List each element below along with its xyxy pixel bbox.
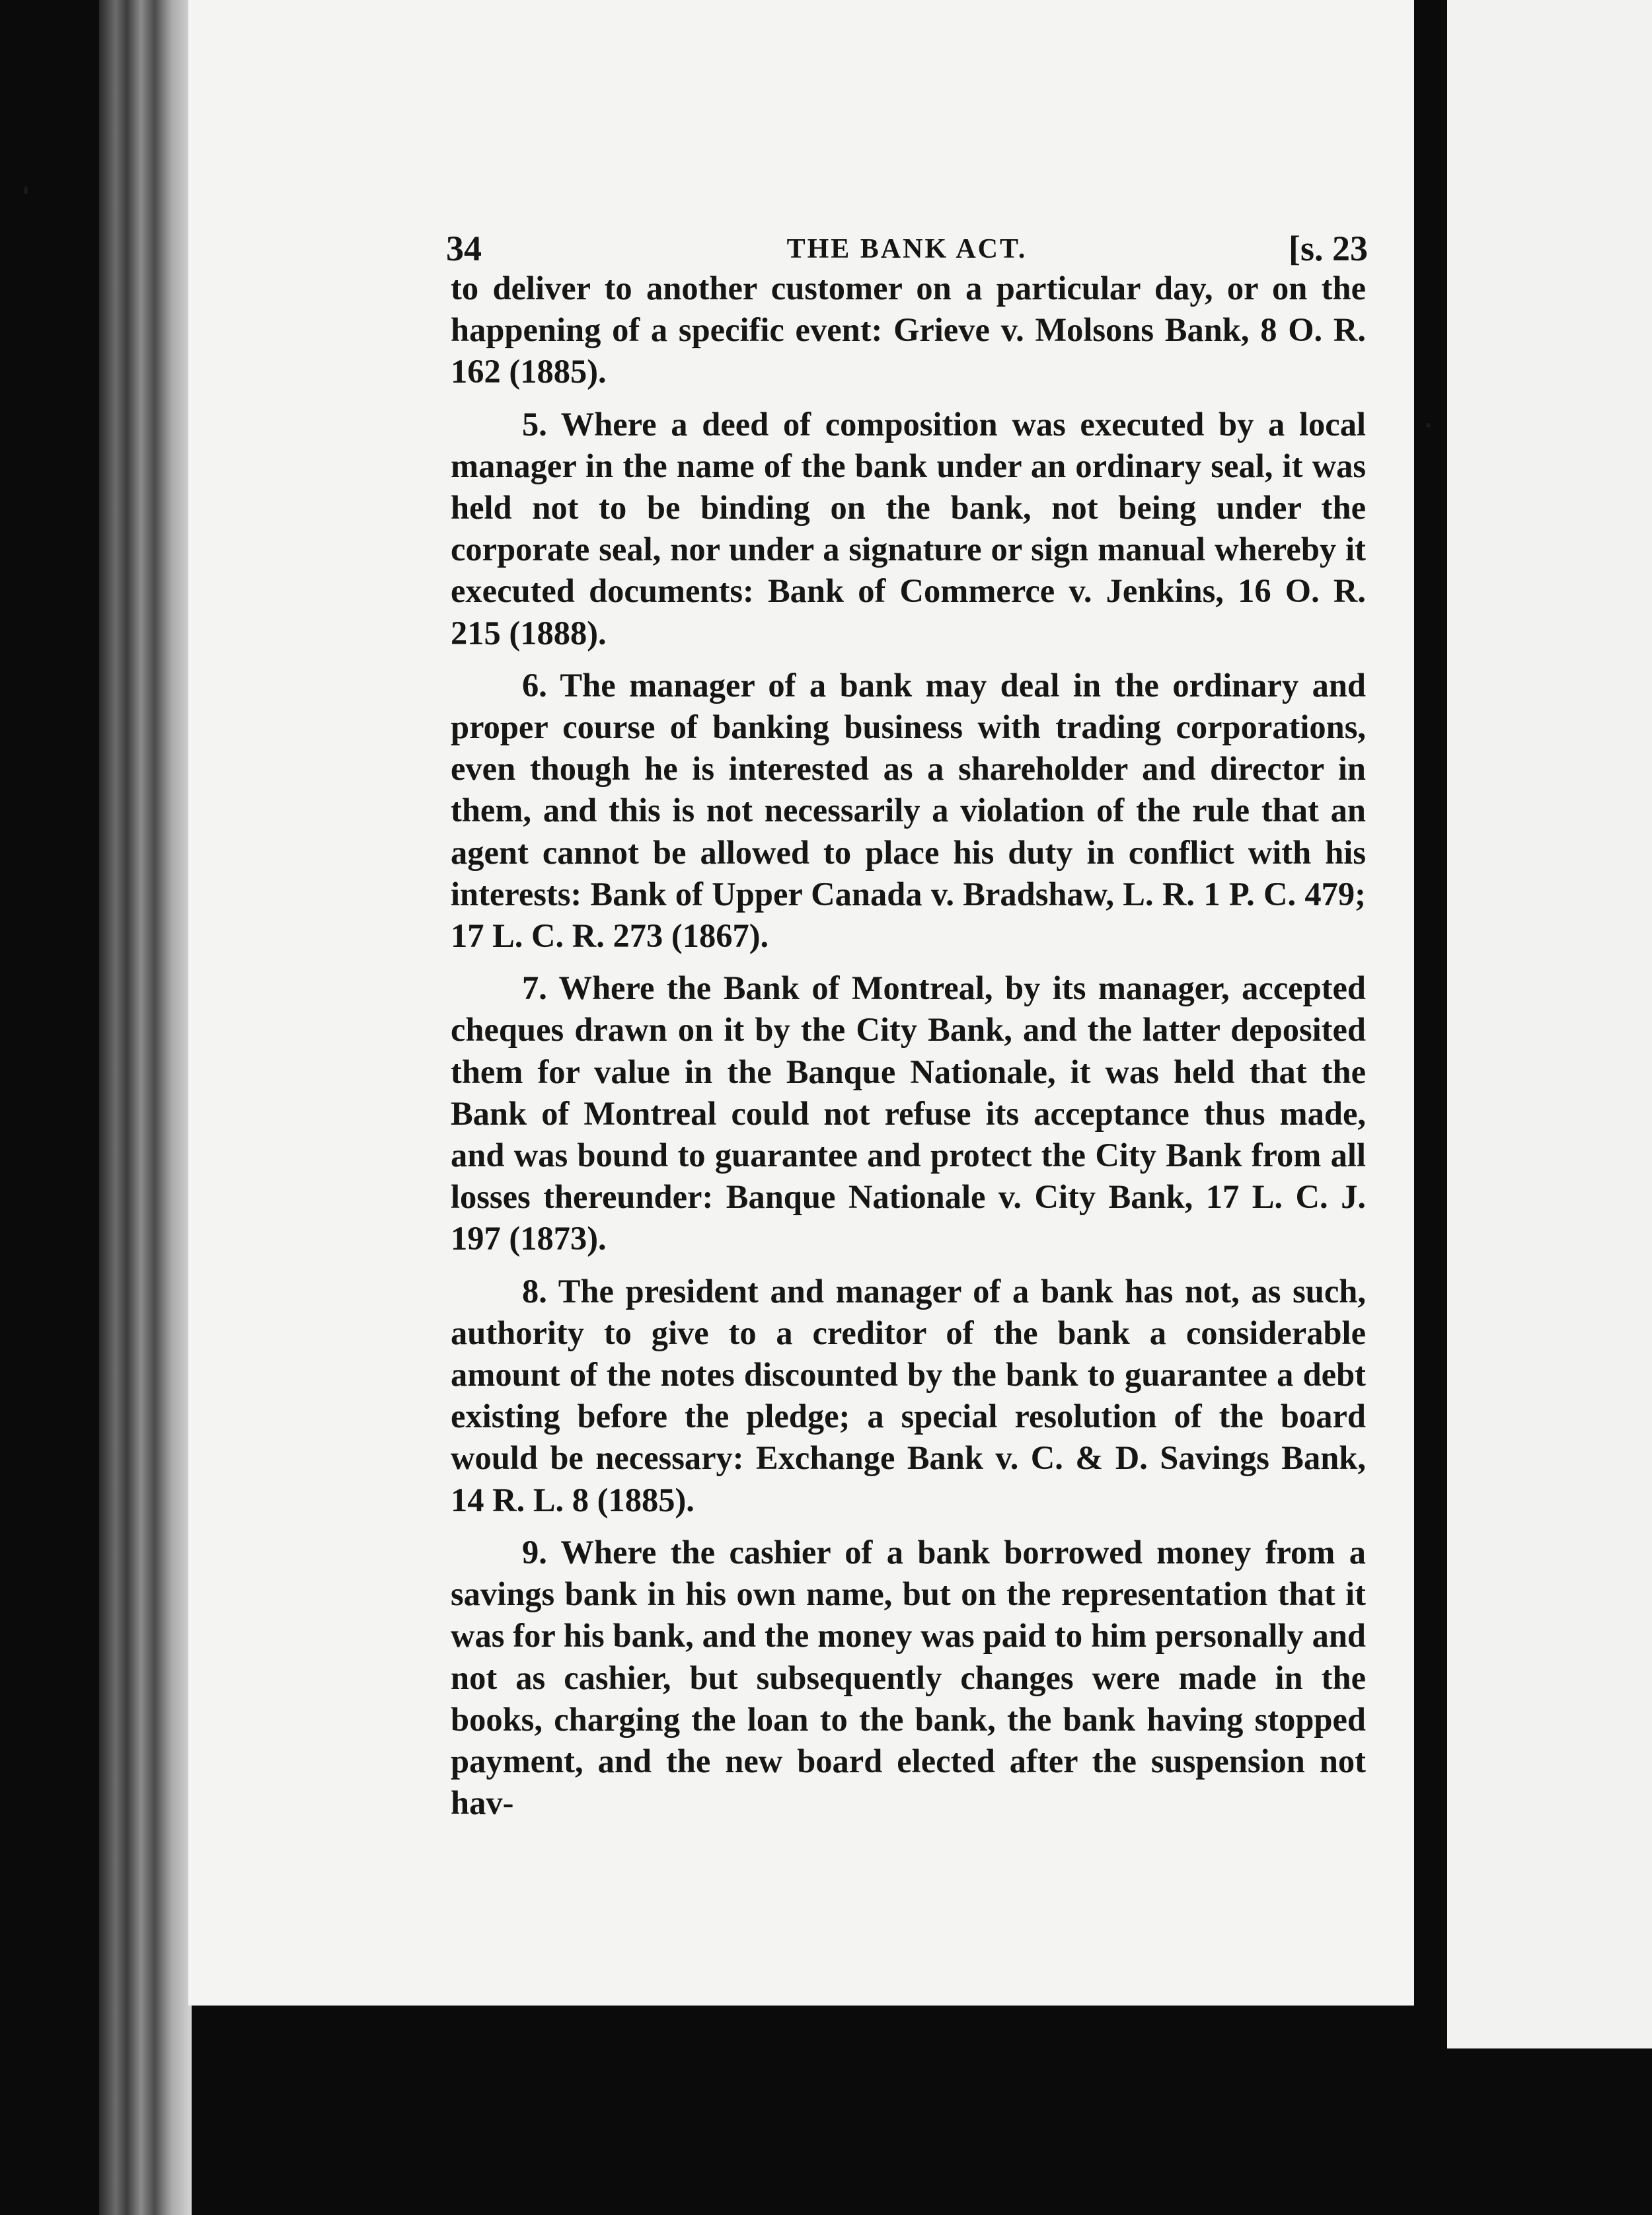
page-body bbox=[451, 268, 1366, 1834]
page-number: 34 bbox=[446, 229, 482, 268]
section-reference: [s. 23 bbox=[1289, 229, 1368, 268]
paragraph-8: 8. The president and manager of a bank has not, as such, authority to give to a creditor of the bank a considerable amount of the notes discounted by the bank to guarantee a debt existing before the pledge; a special resolution of the board would be necessary: Exchange Bank v. C. & D. Savings Bank, 14 R. L. 8 (1885). bbox=[451, 1272, 1366, 1519]
paragraph-5: 5. Where a deed of composition was executed by a local manager in the name of the bank under an ordinary seal, it was held not to be binding on the bank, not being under the corporate seal, nor under a signature or sign manual whereby it executed documents: Bank of Commerce v. Jenkins, 16 O. R. 215 (1888). bbox=[451, 405, 1366, 652]
paragraph-9: 9. Where the cashier of a bank borrowed money from a savings bank in his own name, but on the representation that it was for his bank, and the money was paid to him personally and not as cashier, but subsequently changes were made in the books, charging the loan to the bank, the bank having stopped payment, and the new board elected after the suspension not hav- bbox=[451, 1533, 1366, 1822]
paragraph-7: 7. Where the Bank of Montreal, by its manager, accepted cheques drawn on it by the City Bank, and the latter deposited them for value in the Banque Nationale, it was held that the Bank of Montreal could not refuse its acceptance thus made, and was bound to guarantee and protect the City Bank from all losses thereunder: Banque Nationale v. City Bank, 17 L. C. J. 197 (1873). bbox=[451, 969, 1366, 1258]
paragraph-continuation: to deliver to another customer on a particular day, or on the happening of a specific event: Grieve v. Molsons Bank, 8 O. R. 162 (1885). bbox=[451, 270, 1366, 391]
right-page bbox=[1447, 0, 1652, 2048]
running-title: THE BANK ACT. bbox=[786, 234, 1028, 264]
page-gutter bbox=[1414, 0, 1447, 2215]
book-spine-edge bbox=[99, 0, 192, 2215]
paragraph-6: 6. The manager of a bank may deal in the ordinary and proper course of banking business with trading corporations, even though he is interested as a shareholder and director in them, and this is not necessarily a violation of the rule that an agent cannot be allowed to place his duty in conflict with his interests: Bank of Upper Canada v. Bradshaw, L. R. 1 P. C. 479; 17 L. C. R. 273 (1867). bbox=[451, 666, 1366, 955]
scan-speck bbox=[24, 186, 28, 194]
scan-speck bbox=[1426, 423, 1431, 428]
